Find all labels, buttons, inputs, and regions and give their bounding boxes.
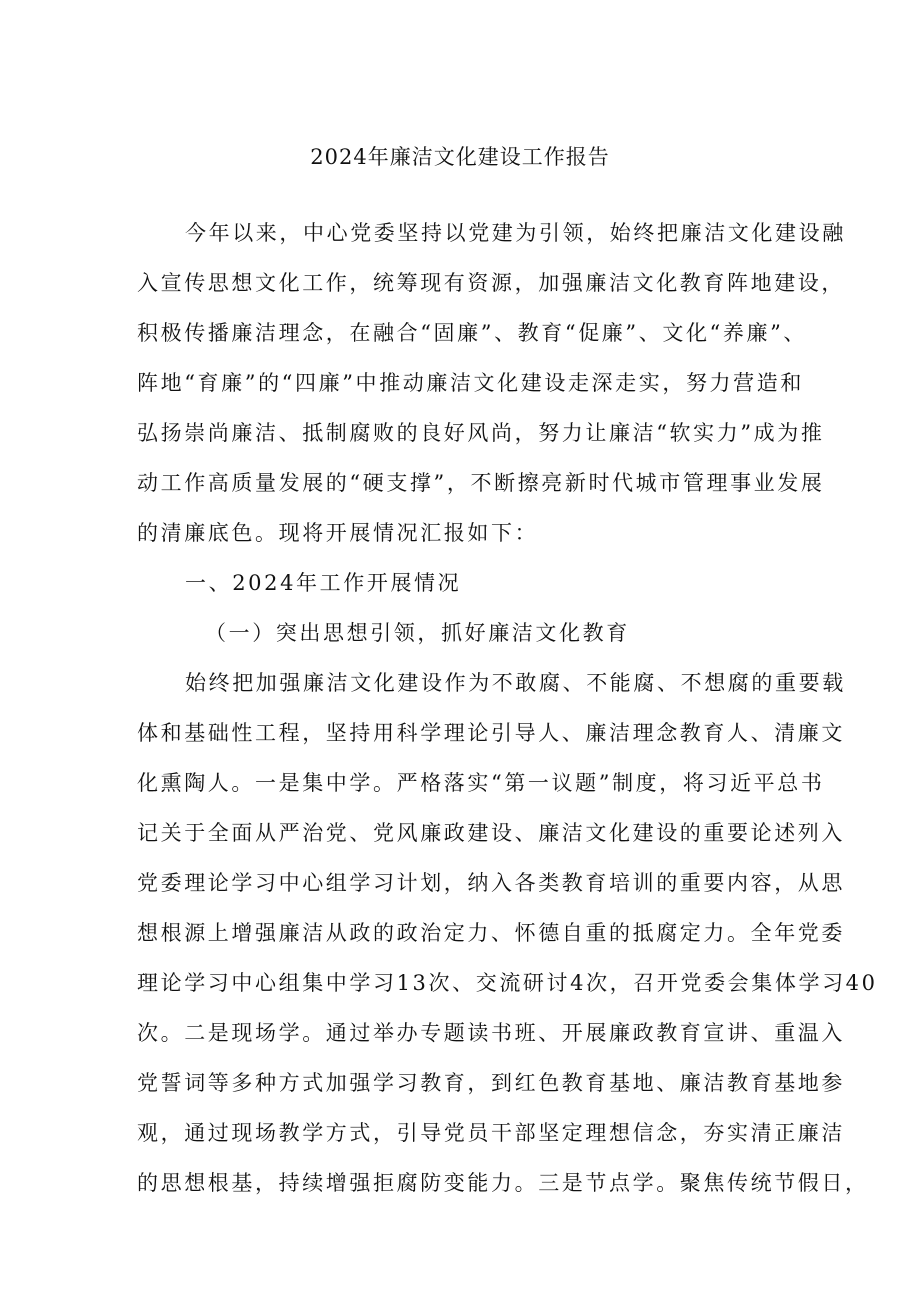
paragraph-2-line-3: 化熏陶人。一是集中学。严格落实“第一议题”制度，将习近平总书 (137, 771, 825, 795)
document-title: 2024年廉洁文化建设工作报告 (310, 145, 610, 169)
paragraph-2-line-10: 观，通过现场教学方式，引导党员干部坚定理想信念，夯实清正廉洁 (137, 1121, 845, 1145)
paragraph-2-line-9: 党誓词等多种方式加强学习教育，到红色教育基地、廉洁教育基地参 (137, 1071, 845, 1095)
paragraph-1-line-7: 的清廉底色。现将开展情况汇报如下： (137, 521, 539, 545)
paragraph-2-line-1: 始终把加强廉洁文化建设作为不敢腐、不能腐、不想腐的重要载 (185, 671, 846, 695)
paragraph-2-line-6: 想根源上增强廉洁从政的政治定力、怀德自重的抵腐定力。全年党委 (137, 921, 845, 945)
paragraph-2-line-8: 次。二是现场学。通过举办专题读书班、开展廉政教育宣讲、重温入 (137, 1021, 845, 1045)
paragraph-2-line-11: 的思想根基，持续增强拒腐防变能力。三是节点学。聚焦传统节假日， (137, 1171, 869, 1195)
paragraph-1-line-1: 今年以来，中心党委坚持以党建为引领，始终把廉洁文化建设融 (185, 221, 846, 245)
paragraph-1-line-4: 阵地“育廉”的“四廉”中推动廉洁文化建设走深走实，努力营造和 (137, 371, 804, 395)
paragraph-1-line-2: 入宣传思想文化工作，统筹现有资源，加强廉洁文化教育阵地建设， (137, 271, 845, 295)
paragraph-1-line-6: 动工作高质量发展的“硬支撑”，不断擦亮新时代城市管理事业发展 (137, 471, 825, 495)
paragraph-2-line-7: 理论学习中心组集中学习13次、交流研讨4次，召开党委会集体学习40 (137, 971, 878, 995)
paragraph-1-line-5: 弘扬崇尚廉洁、抵制腐败的良好风尚，努力让廉洁“软实力”成为推 (137, 421, 825, 445)
subsection-heading-1: （一）突出思想引领，抓好廉洁文化教育 (205, 621, 630, 645)
section-heading-1: 一、2024年工作开展情况 (185, 571, 462, 595)
paragraph-2-line-5: 党委理论学习中心组学习计划，纳入各类教育培训的重要内容，从思 (137, 871, 845, 895)
paragraph-1-line-3: 积极传播廉洁理念，在融合“固廉”、教育“促廉”、文化“养廉”、 (137, 321, 808, 345)
paragraph-2-line-2: 体和基础性工程，坚持用科学理论引导人、廉洁理念教育人、清廉文 (137, 721, 845, 745)
paragraph-2-line-4: 记关于全面从严治党、党风廉政建设、廉洁文化建设的重要论述列入 (137, 821, 845, 845)
